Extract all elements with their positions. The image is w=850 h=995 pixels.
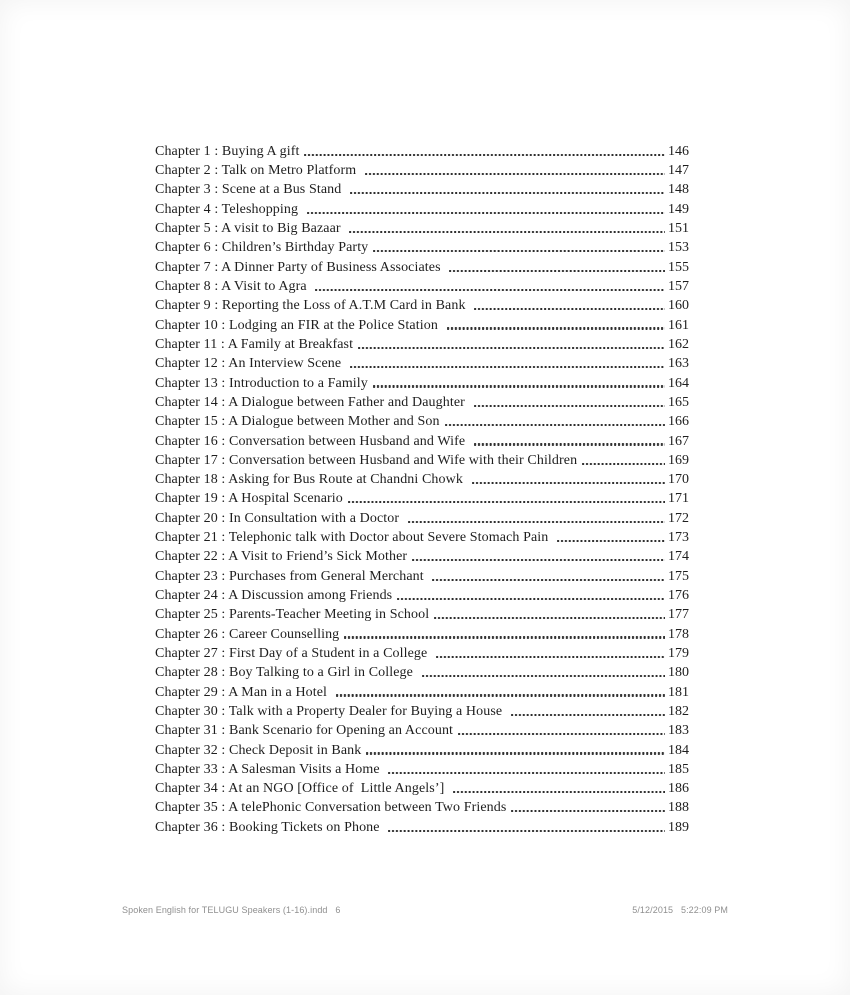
toc-leader-dots	[511, 714, 665, 716]
toc-entry-label: Chapter 32 : Check Deposit in Bank	[155, 742, 362, 758]
toc-entry-label: Chapter 34 : At an NGO [Office of Little Angels’]	[155, 781, 448, 797]
toc-entry-page: 155	[668, 259, 689, 275]
toc-entry-label: Chapter 26 : Career Counselling	[155, 626, 340, 642]
toc-entry-label: Chapter 15 : A Dialogue between Mother and Son	[155, 414, 440, 430]
toc-entry-page: 189	[668, 819, 689, 835]
toc-entry	[155, 449, 689, 468]
toc-entry	[155, 719, 689, 738]
toc-entry	[155, 661, 689, 680]
toc-entry-label: Chapter 9 : Reporting the Loss of A.T.M Card in Bank	[155, 298, 470, 314]
toc-entry-label: Chapter 17 : Conversation between Husband and Wife with their Children	[155, 452, 578, 468]
toc-entry	[155, 295, 689, 314]
toc-entry	[155, 237, 689, 256]
toc-entry	[155, 546, 689, 565]
toc-entry-page: 171	[668, 491, 689, 507]
toc-entry-page: 161	[668, 317, 689, 333]
toc-entry-page: 185	[668, 761, 689, 777]
toc-entry-page: 165	[668, 394, 689, 410]
toc-entry-label: Chapter 21 : Telephonic talk with Doctor about Severe Stomach Pain	[155, 530, 552, 546]
toc-entry-label: Chapter 19 : A Hospital Scenario	[155, 491, 343, 507]
toc-entry-page: 182	[668, 703, 689, 719]
toc-entry-label: Chapter 13 : Introduction to a Family	[155, 375, 368, 391]
toc-entry	[155, 681, 689, 700]
toc-leader-dots	[350, 192, 665, 194]
toc-entry-page: 175	[668, 568, 689, 584]
toc-entry-page: 173	[668, 530, 689, 546]
toc-entry-label: Chapter 6 : Children’s Birthday Party	[155, 240, 369, 256]
toc-entry-label: Chapter 23 : Purchases from General Merchant	[155, 568, 428, 584]
print-footer	[122, 905, 728, 915]
toc-entry	[155, 507, 689, 526]
footer-timestamp: 5/12/2015 5:22:09 PM	[632, 905, 728, 915]
toc-entry-page: 176	[668, 588, 689, 603]
toc-entry-page: 166	[668, 414, 689, 430]
toc-entry-page: 148	[668, 182, 689, 198]
toc-entry	[155, 797, 689, 816]
toc-entry-page: 186	[668, 781, 689, 797]
toc-entry-label: Chapter 30 : Talk with a Property Dealer for Buying a House	[155, 703, 506, 719]
toc-entry-label: Chapter 33 : A Salesman Visits a Home	[155, 761, 384, 777]
toc-entry-label: Chapter 18 : Asking for Bus Route at Chandni Chowk	[155, 472, 467, 488]
toc-leader-dots	[349, 231, 665, 233]
toc-leader-dots	[348, 501, 665, 503]
toc-leader-dots	[397, 598, 665, 600]
toc-entry-page: 149	[668, 201, 689, 217]
toc-entry-page: 167	[668, 433, 689, 449]
toc-leader-dots	[304, 154, 665, 156]
toc-leader-dots	[434, 617, 665, 619]
toc-leader-dots	[582, 463, 665, 465]
toc-entry	[155, 739, 689, 758]
toc-entry-label: Chapter 8 : A Visit to Agra	[155, 279, 311, 294]
toc-entry-page: 172	[668, 510, 689, 526]
toc-leader-dots	[408, 521, 665, 523]
toc-leader-dots	[472, 482, 665, 484]
toc-entry	[155, 159, 689, 178]
toc-entry-label: Chapter 24 : A Discussion among Friends	[155, 588, 393, 603]
toc-entry-page: 162	[668, 336, 689, 352]
footer-filename: Spoken English for TELUGU Speakers (1-16).indd 6	[122, 905, 341, 915]
toc-entry-label: Chapter 35 : A telePhonic Conversation between Two Friends	[155, 800, 507, 816]
toc-entry	[155, 584, 689, 603]
toc-leader-dots	[422, 675, 665, 677]
toc-leader-dots	[432, 579, 665, 581]
toc-entry-page: 157	[668, 279, 689, 294]
toc-entry-page: 174	[668, 549, 689, 565]
toc-entry	[155, 468, 689, 487]
toc-entry-label: Chapter 36 : Booking Tickets on Phone	[155, 819, 384, 835]
toc-leader-dots	[511, 810, 665, 812]
toc-entry-page: 177	[668, 607, 689, 623]
toc-entry	[155, 372, 689, 391]
toc-leader-dots	[350, 366, 665, 368]
toc-entry-page: 188	[668, 800, 689, 816]
toc-leader-dots	[449, 270, 665, 272]
toc-leader-dots	[358, 347, 665, 349]
toc-entry-page: 153	[668, 240, 689, 256]
toc-entry-label: Chapter 12 : An Interview Scene	[155, 356, 345, 372]
toc-entry	[155, 256, 689, 275]
toc-entry-page: 178	[668, 626, 689, 642]
toc-entry	[155, 410, 689, 429]
toc-entry-label: Chapter 1 : Buying A gift	[155, 143, 300, 159]
toc-leader-dots	[366, 752, 665, 754]
toc-entry-page: 184	[668, 742, 689, 758]
toc-entry-label: Chapter 22 : A Visit to Friend’s Sick Mother	[155, 549, 408, 565]
toc-entry	[155, 604, 689, 623]
toc-entry-label: Chapter 7 : A Dinner Party of Business Associates	[155, 259, 445, 275]
toc-entry	[155, 777, 689, 796]
toc-entry-page: 160	[668, 298, 689, 314]
toc-entry-page: 163	[668, 356, 689, 372]
toc-leader-dots	[447, 327, 665, 329]
toc-leader-dots	[388, 830, 665, 832]
toc-entry-page: 183	[668, 723, 689, 739]
toc-leader-dots	[344, 636, 665, 638]
toc-entry-label: Chapter 11 : A Family at Breakfast	[155, 336, 354, 352]
toc-entry	[155, 642, 689, 661]
toc-entry	[155, 140, 689, 159]
toc-leader-dots	[373, 385, 665, 387]
toc-leader-dots	[474, 443, 665, 445]
toc-leader-dots	[474, 405, 665, 407]
toc-entry-label: Chapter 28 : Boy Talking to a Girl in College	[155, 665, 417, 681]
toc-leader-dots	[336, 694, 665, 696]
toc-leader-dots	[453, 791, 665, 793]
toc-leader-dots	[388, 772, 665, 774]
toc-entry	[155, 816, 689, 835]
toc-entry-page: 180	[668, 665, 689, 681]
toc-leader-dots	[436, 656, 665, 658]
toc-entry	[155, 758, 689, 777]
toc-entry-page: 170	[668, 472, 689, 488]
toc-entry-label: Chapter 10 : Lodging an FIR at the Police Station	[155, 317, 442, 333]
toc-entry	[155, 488, 689, 507]
toc-leader-dots	[412, 559, 665, 561]
toc-entry-label: Chapter 31 : Bank Scenario for Opening an Account	[155, 723, 454, 739]
toc-entry-label: Chapter 4 : Teleshopping	[155, 201, 302, 217]
toc-entry	[155, 275, 689, 294]
toc-leader-dots	[307, 212, 665, 214]
toc-entry	[155, 526, 689, 545]
toc-entry-label: Chapter 25 : Parents-Teacher Meeting in School	[155, 607, 430, 623]
toc-entry-label: Chapter 14 : A Dialogue between Father and Daughter	[155, 394, 469, 410]
toc-entry	[155, 700, 689, 719]
toc-entry-page: 151	[668, 221, 689, 237]
toc-leader-dots	[365, 173, 665, 175]
toc-leader-dots	[557, 540, 665, 542]
toc-leader-dots	[458, 733, 665, 735]
toc-entry-label: Chapter 29 : A Man in a Hotel	[155, 684, 331, 700]
toc-leader-dots	[445, 424, 665, 426]
toc-entry	[155, 198, 689, 217]
toc-entry-label: Chapter 20 : In Consultation with a Doctor	[155, 510, 403, 526]
toc-entry	[155, 623, 689, 642]
toc-entry-label: Chapter 5 : A visit to Big Bazaar	[155, 221, 345, 237]
toc-entry-page: 179	[668, 645, 689, 661]
toc-entry-page: 146	[668, 143, 689, 159]
toc-entry	[155, 333, 689, 352]
toc-list	[155, 140, 689, 835]
toc-entry-label: Chapter 3 : Scene at a Bus Stand	[155, 182, 345, 198]
toc-entry	[155, 179, 689, 198]
toc-leader-dots	[315, 289, 665, 291]
toc-entry-label: Chapter 16 : Conversation between Husband and Wife	[155, 433, 469, 449]
toc-entry-page: 147	[668, 163, 689, 179]
toc-entry-label: Chapter 2 : Talk on Metro Platform	[155, 163, 360, 179]
toc-entry-page: 169	[668, 452, 689, 468]
toc-entry	[155, 352, 689, 371]
toc-leader-dots	[373, 250, 665, 252]
toc-entry	[155, 314, 689, 333]
toc-leader-dots	[474, 308, 665, 310]
toc-entry	[155, 391, 689, 410]
toc-entry-label: Chapter 27 : First Day of a Student in a College	[155, 645, 431, 661]
toc-entry	[155, 217, 689, 236]
toc-entry	[155, 565, 689, 584]
toc-entry-page: 181	[668, 684, 689, 700]
toc-entry	[155, 430, 689, 449]
toc-entry-page: 164	[668, 375, 689, 391]
